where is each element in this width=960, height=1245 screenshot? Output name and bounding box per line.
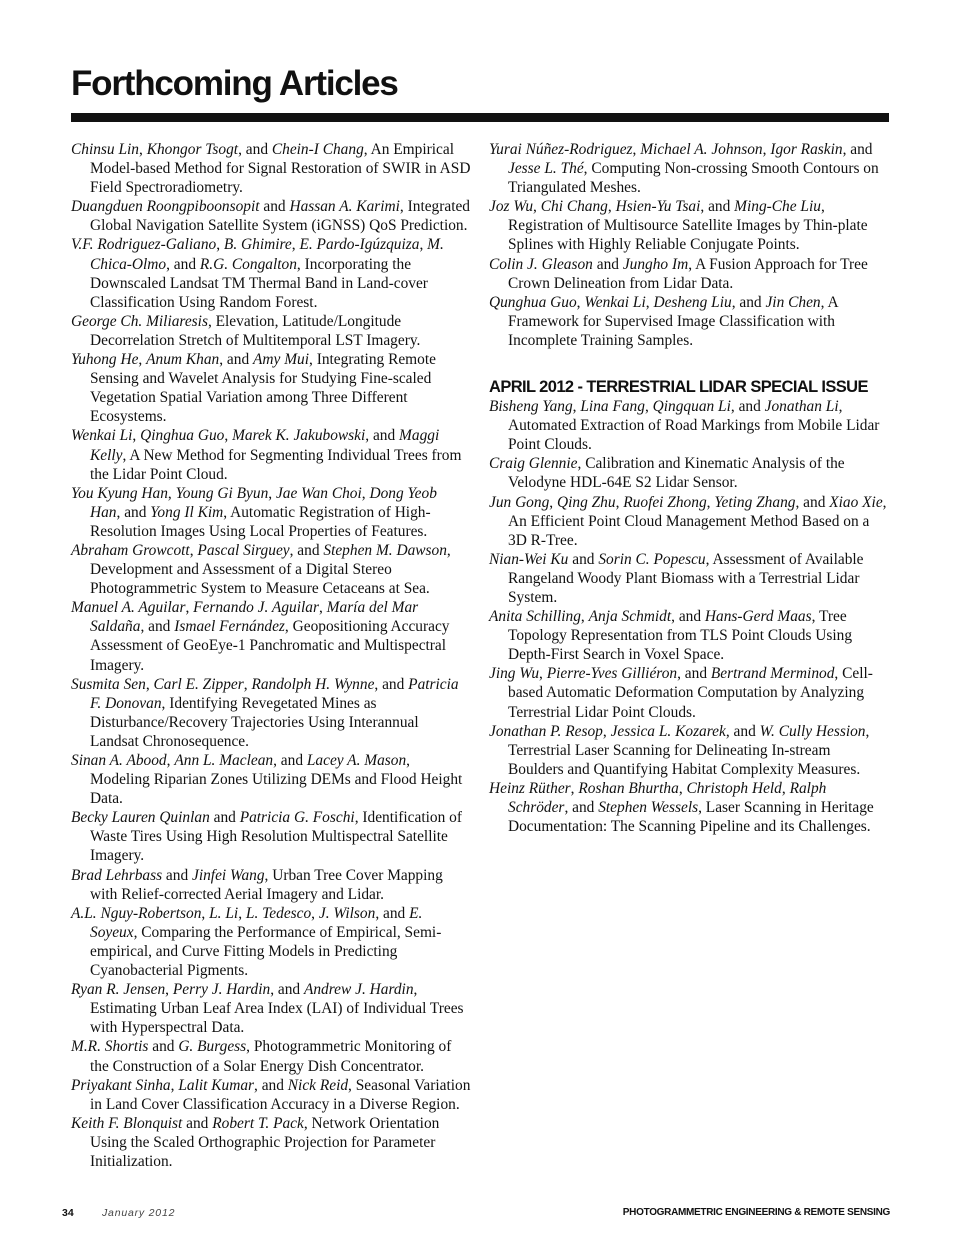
author-name: R.G. Congalton bbox=[199, 255, 297, 273]
author-name: Jing Wu bbox=[489, 665, 540, 683]
article-entry bbox=[71, 808, 471, 865]
article-entry bbox=[71, 312, 471, 350]
author-name: Sinan A. Abood bbox=[71, 752, 167, 769]
article-title: , Assessment of Available Rangeland Woody Plant Biomass with a Terrestrial Lidar System. bbox=[508, 550, 864, 606]
author-name: Jungho Im bbox=[622, 255, 689, 273]
author-name: Patricia F. Donovan bbox=[90, 675, 459, 712]
author-separator: , and bbox=[374, 675, 409, 693]
author-separator: , and bbox=[289, 541, 324, 559]
author-name: A.L. Nguy-Robertson bbox=[71, 904, 202, 922]
author-separator: , and bbox=[116, 503, 151, 521]
author-separator: , and bbox=[731, 293, 766, 311]
article-title: , Incorporating the Downscaled Landsat TM Thermal Band in Land-cover Classification Using Random Forest. bbox=[90, 255, 428, 311]
author-name: Jinfei Wang bbox=[192, 866, 265, 884]
article-entry bbox=[489, 550, 889, 607]
article-title: , Automated Extraction of Road Markings from Mobile Lidar Point Clouds. bbox=[508, 398, 880, 454]
author-name: Ralph Schröder bbox=[508, 779, 827, 816]
author-separator: , bbox=[268, 484, 276, 502]
author-name: Manuel A. Aguilar bbox=[71, 599, 186, 617]
author-separator: , and bbox=[254, 1076, 288, 1094]
author-separator: , bbox=[132, 427, 141, 445]
author-name: Jun Gong bbox=[489, 493, 550, 511]
author-separator: , bbox=[706, 493, 715, 511]
author-name: M.R. Shortis bbox=[71, 1038, 149, 1056]
author-separator: , bbox=[549, 493, 557, 511]
author-separator: , bbox=[166, 752, 175, 769]
section-heading: APRIL 2012 - TERRESTRIAL LIDAR SPECIAL ISSUE bbox=[489, 378, 868, 397]
author-separator: , bbox=[533, 198, 541, 216]
article-title: , Cell-based Automatic Deformation Computation by Analyzing Terrestrial Lidar Point Clouds. bbox=[508, 665, 873, 721]
author-separator: , and bbox=[795, 493, 830, 511]
author-separator: , bbox=[138, 351, 147, 369]
author-name: Yuhong He bbox=[71, 351, 139, 369]
author-name: Roshan Bhurtha bbox=[578, 779, 679, 797]
article-title: , Terrestrial Laser Scanning for Delineating In-stream Boulders and Quantifying Habitat Complexity Measures. bbox=[508, 722, 870, 778]
author-separator: and bbox=[162, 866, 192, 884]
author-separator: , and bbox=[273, 752, 307, 769]
author-separator: , and bbox=[564, 799, 599, 816]
author-separator: , bbox=[185, 599, 194, 617]
author-separator: , bbox=[167, 484, 176, 502]
author-name: Jesse L. Thé bbox=[508, 160, 584, 178]
author-separator: , bbox=[678, 779, 687, 797]
author-name: Bisheng Yang bbox=[489, 398, 573, 416]
author-separator: , bbox=[580, 608, 589, 626]
article-title: , A Fusion Approach for Tree Crown Delineation from Lidar Data. bbox=[508, 255, 868, 292]
author-name: Xiao Xie bbox=[829, 493, 883, 511]
author-separator: , bbox=[576, 293, 585, 311]
article-entry bbox=[71, 426, 471, 483]
author-separator: and bbox=[182, 1114, 213, 1132]
author-name: Colin J. Gleason bbox=[489, 255, 593, 273]
author-separator: , bbox=[170, 1076, 179, 1094]
author-name: Ismael Fernández bbox=[174, 618, 285, 636]
author-name: Robert T. Pack bbox=[212, 1114, 304, 1132]
author-separator: , bbox=[189, 541, 198, 559]
author-name: Carl E. Zipper bbox=[153, 675, 244, 693]
article-title: , Identifying Revegetated Mines as Disturbance/Recovery Trajectories Using Interannual Landsat Chronosequence. bbox=[90, 694, 419, 750]
article-entry bbox=[489, 722, 889, 779]
article-title: , An Efficient Point Cloud Management Method Based on a 3D R-Tree. bbox=[508, 493, 887, 549]
author-separator: , bbox=[607, 198, 616, 216]
author-name: Becky Lauren Quinlan bbox=[71, 809, 210, 827]
author-separator: and bbox=[148, 1038, 179, 1056]
author-name: Hans-Gerd Maas bbox=[704, 608, 812, 626]
journal-name: PHOTOGRAMMETRIC ENGINEERING & REMOTE SENSING bbox=[622, 1207, 890, 1218]
author-name: Abraham Growcott bbox=[71, 541, 190, 559]
author-name: Anita Schilling bbox=[489, 608, 581, 626]
author-separator: , bbox=[645, 293, 654, 311]
author-name: Qunghua Guo bbox=[489, 293, 577, 311]
author-separator: , bbox=[243, 675, 252, 693]
author-name: Bertrand Merminod bbox=[710, 665, 835, 683]
author-name: Susmita Sen bbox=[71, 675, 146, 693]
article-entry bbox=[489, 607, 889, 664]
author-name: E. Soyeux bbox=[90, 904, 423, 941]
author-name: L. Tedesco bbox=[245, 904, 312, 922]
author-separator: , and bbox=[730, 398, 765, 416]
author-name: Yurai Núñez-Rodriguez bbox=[489, 141, 633, 158]
author-name: Jessica L. Kozarek bbox=[610, 722, 726, 740]
author-separator: , bbox=[311, 904, 319, 922]
author-name: Jae Wan Choi bbox=[275, 484, 362, 502]
author-name: Dong Yeob Han bbox=[90, 484, 437, 521]
article-title: , Photogrammetric Monitoring of the Construction of a Solar Energy Dish Concentrator. bbox=[90, 1038, 452, 1075]
author-separator: , and bbox=[140, 618, 175, 636]
author-name: Jin Chen bbox=[765, 293, 821, 311]
article-title: , Urban Tree Cover Mapping with Relief-corrected Aerial Imagery and Lidar. bbox=[90, 866, 443, 903]
title-rule bbox=[71, 113, 889, 122]
author-separator: , and bbox=[671, 608, 705, 626]
author-separator: , bbox=[139, 141, 147, 158]
article-entry bbox=[489, 197, 889, 254]
article-entry bbox=[71, 350, 471, 426]
article-title: , Automatic Registration of High-Resolution Images Using Local Properties of Features. bbox=[90, 503, 431, 540]
article-entry bbox=[71, 904, 471, 980]
author-name: Anja Schmidt bbox=[588, 608, 672, 626]
author-name: Hassan A. Karimi bbox=[289, 198, 400, 216]
author-name: Ann L. Maclean bbox=[174, 752, 274, 769]
author-name: Lalit Kumar bbox=[178, 1076, 255, 1094]
author-name: Patricia G. Foschi bbox=[239, 809, 355, 827]
author-name: Igor Raskin bbox=[770, 141, 843, 158]
article-title: , Integrating Remote Sensing and Wavelet Analysis for Studying Fine-scaled Vegetation Spatial Variation among Three Different Ecosystems. bbox=[90, 351, 436, 426]
author-name: L. Li bbox=[209, 904, 239, 922]
author-name: Stephen M. Dawson bbox=[323, 541, 447, 559]
author-separator: , bbox=[632, 141, 641, 158]
author-name: Nian-Wei Ku bbox=[489, 550, 569, 568]
article-title: , Seasonal Variation in Land Cover Classification Accuracy in a Diverse Region. bbox=[90, 1076, 471, 1113]
article-entry bbox=[71, 751, 471, 808]
article-title: , Modeling Riparian Zones Utilizing DEMs and Flood Height Data. bbox=[90, 752, 463, 808]
article-entry bbox=[489, 779, 889, 836]
author-separator: , bbox=[572, 398, 581, 416]
author-name: Stephen Wessels bbox=[598, 799, 699, 816]
author-separator: , bbox=[216, 236, 224, 254]
author-name: W. Cully Hession bbox=[759, 722, 866, 740]
author-name: Marek K. Jakubowski bbox=[232, 427, 366, 445]
author-separator: and bbox=[568, 550, 599, 568]
author-name: Hsien-Yu Tsai bbox=[615, 198, 701, 216]
author-name: J. Wilson bbox=[318, 904, 376, 922]
author-name: Sorin C. Popescu bbox=[598, 550, 706, 568]
article-title: , Elevation, Latitude/Longitude Decorrelation Stretch of Multitemporal LST Imagery. bbox=[90, 312, 421, 349]
author-name: G. Burgess bbox=[178, 1038, 247, 1056]
author-name: Perry J. Hardin bbox=[172, 981, 271, 999]
article-entry bbox=[71, 140, 471, 197]
article-entry bbox=[71, 1037, 471, 1075]
author-separator: , bbox=[602, 722, 611, 740]
left-column bbox=[71, 140, 471, 1171]
author-name: Jonathan Li bbox=[764, 398, 839, 416]
article-entry bbox=[71, 484, 471, 541]
author-name: Amy Mui bbox=[253, 351, 309, 369]
author-name: Chein-I Chang bbox=[271, 141, 364, 158]
author-separator: , bbox=[361, 484, 370, 502]
author-name: Keith F. Blonquist bbox=[71, 1114, 183, 1132]
article-entry bbox=[71, 541, 471, 598]
special-issue-article-list bbox=[489, 397, 889, 836]
author-separator: , and bbox=[842, 141, 873, 158]
author-separator: and bbox=[592, 255, 623, 273]
author-name: Young Gi Byun bbox=[175, 484, 269, 502]
author-separator: , and bbox=[270, 981, 304, 999]
author-name: Yong Il Kim bbox=[150, 503, 224, 521]
author-name: Christoph Held bbox=[686, 779, 782, 797]
author-name: Pascal Sirguey bbox=[197, 541, 290, 559]
author-name: Fernando J. Aguilar bbox=[193, 599, 319, 617]
author-name: Craig Glennie bbox=[489, 455, 578, 473]
article-title: , Tree Topology Representation from TLS Point Clouds Using Depth-First Search in Voxel Space. bbox=[508, 608, 853, 664]
right-column bbox=[489, 140, 889, 836]
article-entry bbox=[489, 140, 889, 197]
author-name: Qing Zhu bbox=[556, 493, 616, 511]
author-name: Pierre-Yves Gilliéron bbox=[546, 665, 678, 683]
author-separator: , and bbox=[725, 722, 760, 740]
author-name: Ryan R. Jensen bbox=[71, 981, 166, 999]
author-name: Lacey A. Mason bbox=[306, 752, 407, 769]
author-separator: , and bbox=[677, 665, 711, 683]
author-name: Andrew J. Hardin bbox=[303, 981, 414, 999]
author-name: E. Pardo-Igúzquiza bbox=[299, 236, 420, 254]
author-name: Nick Reid bbox=[287, 1076, 349, 1094]
author-separator: , and bbox=[219, 351, 253, 369]
article-title: , A New Method for Segmenting Individual Trees from the Lidar Point Cloud. bbox=[90, 446, 462, 483]
article-entry bbox=[71, 1076, 471, 1114]
author-name: Yeting Zhang bbox=[714, 493, 796, 511]
article-title: , Laser Scanning in Heritage Documentation: The Scanning Pipeline and its Challenges. bbox=[508, 799, 874, 836]
author-separator: , bbox=[291, 236, 300, 254]
page-number: 34 bbox=[62, 1207, 74, 1219]
article-entry bbox=[71, 675, 471, 751]
right-article-list bbox=[489, 140, 889, 350]
author-name: You Kyung Han bbox=[71, 484, 168, 502]
author-separator: and bbox=[209, 809, 240, 827]
article-title: , Registration of Multisource Satellite Images by Thin-plate Splines with Highly Reliable Conjugate Points. bbox=[508, 198, 868, 254]
author-separator: , bbox=[539, 665, 547, 683]
author-name: V.F. Rodriguez-Galiano bbox=[71, 236, 217, 254]
author-name: Chi Chang bbox=[540, 198, 608, 216]
author-name: Lina Fang bbox=[580, 398, 645, 416]
author-separator: , bbox=[318, 599, 327, 617]
author-separator: , and bbox=[166, 255, 200, 273]
author-name: Michael A. Johnson bbox=[640, 141, 763, 158]
article-title: , Calibration and Kinematic Analysis of the Velodyne HDL-64E S2 Lidar Sensor. bbox=[508, 455, 845, 492]
article-title: , A Framework for Supervised Image Classification with Incomplete Training Samples. bbox=[508, 293, 838, 349]
article-entry bbox=[489, 454, 889, 492]
article-title: , Estimating Urban Leaf Area Index (LAI) of Individual Trees with Hyperspectral Data. bbox=[90, 981, 464, 1037]
author-separator: , bbox=[762, 141, 771, 158]
issue-date: January 2012 bbox=[102, 1207, 176, 1219]
author-separator: , bbox=[644, 398, 653, 416]
author-name: George Ch. Miliaresis bbox=[71, 312, 208, 330]
author-name: Priyakant Sinha bbox=[71, 1076, 171, 1094]
author-separator: , bbox=[165, 981, 173, 999]
article-title: , Comparing the Performance of Empirical, Semi-empirical, and Curve Fitting Models in Predicting Cyanobacterial Pigments. bbox=[90, 923, 442, 980]
author-name: Khongor Tsogt bbox=[146, 141, 239, 158]
article-entry bbox=[71, 866, 471, 904]
author-separator: , bbox=[615, 493, 624, 511]
author-name: Wenkai Li bbox=[584, 293, 646, 311]
article-entry bbox=[71, 598, 471, 674]
article-entry bbox=[71, 197, 471, 235]
author-separator: , bbox=[238, 904, 246, 922]
article-title: , Integrated Global Navigation Satellite System (iGNSS) QoS Prediction. bbox=[90, 198, 470, 235]
author-name: Desheng Liu bbox=[653, 293, 732, 311]
author-name: Maggi Kelly bbox=[90, 427, 440, 464]
author-name: María del Mar Saldaña bbox=[90, 599, 419, 636]
article-title: , Network Orientation Using the Scaled Orthographic Projection for Parameter Initialization. bbox=[90, 1114, 440, 1170]
article-entry bbox=[489, 493, 889, 550]
author-separator: , bbox=[224, 427, 233, 445]
author-separator: , and bbox=[365, 427, 400, 445]
author-separator: , bbox=[145, 675, 154, 693]
article-entry bbox=[489, 255, 889, 293]
author-name: Brad Lehrbass bbox=[71, 866, 163, 884]
author-separator: , and bbox=[700, 198, 735, 216]
author-name: Qinghua Guo bbox=[140, 427, 225, 445]
author-name: Heinz Rüther bbox=[489, 779, 571, 797]
author-separator: , bbox=[570, 779, 579, 797]
author-name: Ruofei Zhong bbox=[623, 493, 707, 511]
author-separator: , bbox=[419, 236, 428, 254]
author-name: Randolph H. Wynne bbox=[251, 675, 375, 693]
article-entry bbox=[489, 664, 889, 721]
article-title: , Computing Non-crossing Smooth Contours on Triangulated Meshes. bbox=[508, 160, 879, 197]
author-name: B. Ghimire bbox=[223, 236, 292, 254]
author-name: Joz Wu bbox=[489, 198, 534, 216]
author-name: M. Chica-Olmo bbox=[90, 236, 444, 273]
author-separator: , bbox=[201, 904, 210, 922]
author-separator: , and bbox=[375, 904, 410, 922]
author-separator: and bbox=[259, 198, 290, 216]
article-title: , Geopositioning Accuracy Assessment of GeoEye-1 Panchromatic and Multispectral Imagery. bbox=[90, 618, 450, 674]
author-separator: , and bbox=[238, 141, 272, 158]
author-separator: , bbox=[781, 779, 790, 797]
article-title: , Development and Assessment of a Digital Stereo Photogrammetric System to Measure Cetaceans at Sea. bbox=[90, 541, 451, 598]
article-title: , An Empirical Model-based Method for Signal Restoration of SWIR in ASD Field Spectroradiometry. bbox=[90, 141, 471, 197]
article-entry bbox=[71, 235, 471, 311]
author-name: Duangduen Roongpiboonsopit bbox=[71, 198, 260, 216]
author-name: Wenkai Li bbox=[71, 427, 133, 445]
left-article-list bbox=[71, 140, 471, 1171]
article-entry bbox=[489, 293, 889, 350]
article-entry bbox=[71, 980, 471, 1037]
author-name: Chinsu Lin bbox=[71, 141, 139, 158]
author-name: Qingquan Li bbox=[652, 398, 731, 416]
page-title: Forthcoming Articles bbox=[71, 64, 398, 103]
article-title: , Identification of Waste Tires Using High Resolution Multispectral Satellite Imagery. bbox=[90, 809, 462, 865]
author-name: Ming-Che Liu bbox=[734, 198, 821, 216]
article-entry bbox=[71, 1114, 471, 1171]
author-name: Anum Khan bbox=[146, 351, 220, 369]
author-name: Jonathan P. Resop bbox=[489, 722, 603, 740]
article-entry bbox=[489, 397, 889, 454]
